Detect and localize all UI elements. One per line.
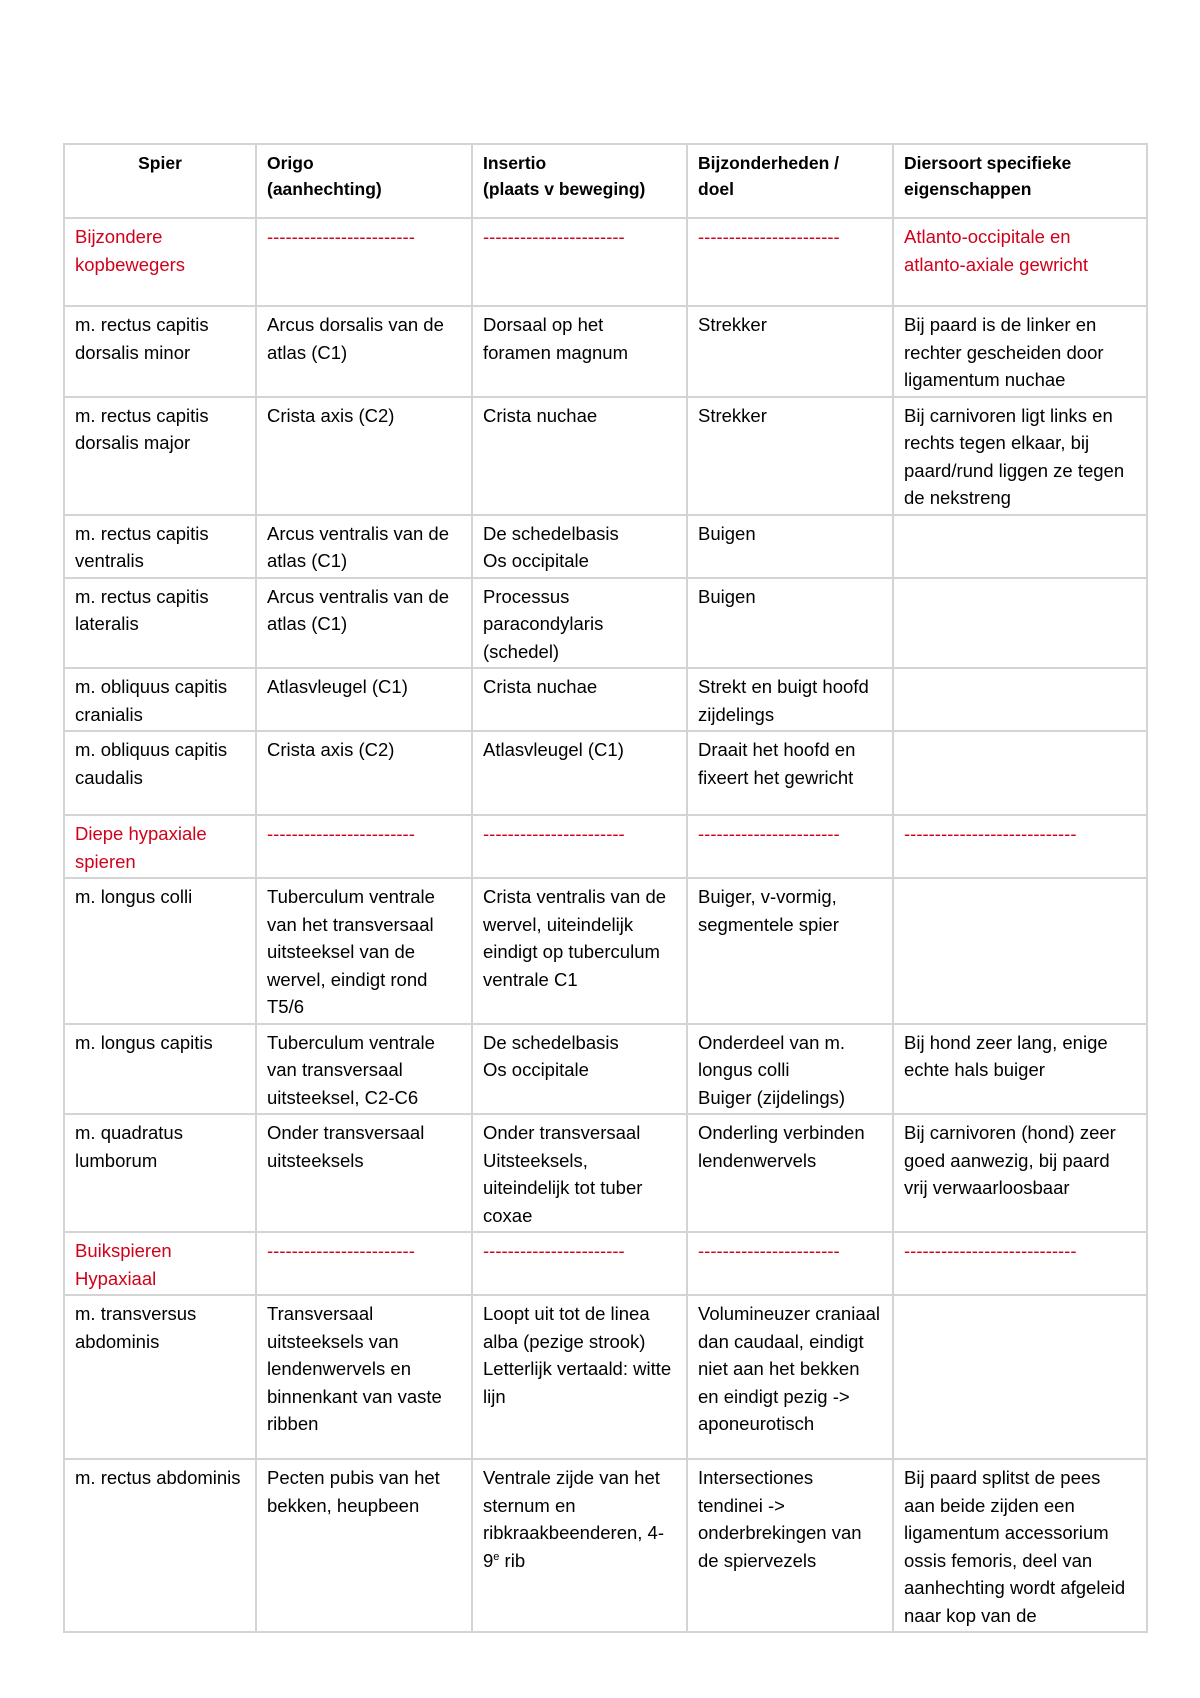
section-dash: ------------------------ xyxy=(256,1232,472,1295)
table-row xyxy=(64,668,1147,731)
table-row xyxy=(64,515,1147,578)
table-row xyxy=(64,397,1147,515)
diersoort-cell: Bij paard is de linker en rechter gescheiden door ligamentum nuchae xyxy=(893,306,1147,397)
table-row xyxy=(64,578,1147,669)
diersoort-cell: Bij paard splitst de pees aan beide zijden een ligamentum accessorium ossis femoris, deel van aanhechting wordt afgeleid naar kop van de xyxy=(893,1459,1147,1632)
insertio-cell: Onder transversaal Uitsteeksels, uiteindelijk tot tuber coxae xyxy=(472,1114,687,1232)
diersoort-cell xyxy=(893,668,1147,731)
diersoort-cell: Bij carnivoren (hond) zeer goed aanwezig, bij paard vrij verwaarloosbaar xyxy=(893,1114,1147,1232)
insertio-cell: De schedelbasis Os occipitale xyxy=(472,1024,687,1115)
bijzonderheden-cell: Buiger, v-vormig, segmentele spier xyxy=(687,878,893,1024)
muscle-name: m. longus capitis xyxy=(64,1024,256,1115)
bijzonderheden-cell: Strekker xyxy=(687,306,893,397)
origo-cell: Onder transversaal uitsteeksels xyxy=(256,1114,472,1232)
muscle-name: m. obliquus capitis cranialis xyxy=(64,668,256,731)
origo-cell: Crista axis (C2) xyxy=(256,731,472,815)
diersoort-cell: Bij carnivoren ligt links en rechts tegen elkaar, bij paard/rund liggen ze tegen de nekstreng xyxy=(893,397,1147,515)
diersoort-cell xyxy=(893,878,1147,1024)
bijzonderheden-cell: Buigen xyxy=(687,515,893,578)
header-origo: Origo (aanhechting) xyxy=(256,144,472,218)
insertio-cell: Crista ventralis van de wervel, uiteindelijk eindigt op tuberculum ventrale C1 xyxy=(472,878,687,1024)
muscle-name: m. quadratus lumborum xyxy=(64,1114,256,1232)
section-row-kopbewegers xyxy=(64,218,1147,306)
section-title: Diepe hypaxiale spieren xyxy=(64,815,256,878)
section-dash: ----------------------- xyxy=(472,1232,687,1295)
origo-cell: Crista axis (C2) xyxy=(256,397,472,515)
bijzonderheden-cell: Onderling verbinden lendenwervels xyxy=(687,1114,893,1232)
muscle-name: m. rectus capitis ventralis xyxy=(64,515,256,578)
origo-cell: Transversaal uitsteeksels van lendenwervels en binnenkant van vaste ribben xyxy=(256,1295,472,1459)
muscle-name: m. rectus abdominis xyxy=(64,1459,256,1632)
insertio-cell: Processus paracondylaris (schedel) xyxy=(472,578,687,669)
bijzonderheden-cell: Intersectiones tendinei -> onderbrekingen van de spiervezels xyxy=(687,1459,893,1632)
origo-cell: Tuberculum ventrale van het transversaal uitsteeksel van de wervel, eindigt rond T5/6 xyxy=(256,878,472,1024)
origo-cell: Pecten pubis van het bekken, heupbeen xyxy=(256,1459,472,1632)
section-title: Buikspieren Hypaxiaal xyxy=(64,1232,256,1295)
header-bijzonderheden: Bijzonderheden / doel xyxy=(687,144,893,218)
insertio-cell: Loopt uit tot de linea alba (pezige strook) Letterlijk vertaald: witte lijn xyxy=(472,1295,687,1459)
bijzonderheden-cell: Volumineuzer craniaal dan caudaal, eindigt niet aan het bekken en eindigt pezig -> aponeurotisch xyxy=(687,1295,893,1459)
origo-cell: Arcus ventralis van de atlas (C1) xyxy=(256,515,472,578)
bijzonderheden-cell: Strekker xyxy=(687,397,893,515)
section-extra: Atlanto-occipitale en atlanto-axiale gewricht xyxy=(893,218,1147,306)
origo-cell: Arcus ventralis van de atlas (C1) xyxy=(256,578,472,669)
section-row-hypaxiale xyxy=(64,815,1147,878)
bijzonderheden-cell: Strekt en buigt hoofd zijdelings xyxy=(687,668,893,731)
origo-cell: Tuberculum ventrale van transversaal uitsteeksel, C2-C6 xyxy=(256,1024,472,1115)
muscle-name: m. transversus abdominis xyxy=(64,1295,256,1459)
insertio-cell: Atlasvleugel (C1) xyxy=(472,731,687,815)
header-diersoort: Diersoort specifieke eigenschappen xyxy=(893,144,1147,218)
origo-cell: Arcus dorsalis van de atlas (C1) xyxy=(256,306,472,397)
section-dash: ----------------------- xyxy=(687,815,893,878)
diersoort-cell xyxy=(893,1295,1147,1459)
diersoort-cell xyxy=(893,578,1147,669)
table-header-row xyxy=(64,144,1147,218)
table-row xyxy=(64,306,1147,397)
insertio-cell: Ventrale zijde van het sternum en ribkraakbeenderen, 4-9e rib xyxy=(472,1459,687,1632)
muscle-name: m. rectus capitis dorsalis minor xyxy=(64,306,256,397)
section-dash: ---------------------------- xyxy=(893,815,1147,878)
section-dash: ------------------------ xyxy=(256,815,472,878)
section-dash: ---------------------------- xyxy=(893,1232,1147,1295)
section-dash: ----------------------- xyxy=(472,218,687,306)
table-row xyxy=(64,1024,1147,1115)
muscle-table xyxy=(63,143,1148,1633)
table-row xyxy=(64,878,1147,1024)
section-row-buikspieren xyxy=(64,1232,1147,1295)
section-dash: ----------------------- xyxy=(687,218,893,306)
insertio-cell: De schedelbasis Os occipitale xyxy=(472,515,687,578)
section-dash: ----------------------- xyxy=(472,815,687,878)
diersoort-cell: Bij hond zeer lang, enige echte hals buiger xyxy=(893,1024,1147,1115)
section-title: Bijzondere kopbewegers xyxy=(64,218,256,306)
section-dash: ------------------------ xyxy=(256,218,472,306)
table-row xyxy=(64,731,1147,815)
header-spier: Spier xyxy=(64,144,256,218)
bijzonderheden-cell: Draait het hoofd en fixeert het gewricht xyxy=(687,731,893,815)
table-row xyxy=(64,1114,1147,1232)
bijzonderheden-cell: Buigen xyxy=(687,578,893,669)
section-dash: ----------------------- xyxy=(687,1232,893,1295)
diersoort-cell xyxy=(893,731,1147,815)
header-insertio: Insertio (plaats v beweging) xyxy=(472,144,687,218)
muscle-name: m. obliquus capitis caudalis xyxy=(64,731,256,815)
insertio-cell: Crista nuchae xyxy=(472,668,687,731)
diersoort-cell xyxy=(893,515,1147,578)
insertio-cell: Crista nuchae xyxy=(472,397,687,515)
muscle-name: m. rectus capitis dorsalis major xyxy=(64,397,256,515)
muscle-name: m. rectus capitis lateralis xyxy=(64,578,256,669)
bijzonderheden-cell: Onderdeel van m. longus colli Buiger (zijdelings) xyxy=(687,1024,893,1115)
origo-cell: Atlasvleugel (C1) xyxy=(256,668,472,731)
insertio-cell: Dorsaal op het foramen magnum xyxy=(472,306,687,397)
table-row xyxy=(64,1459,1147,1632)
muscle-name: m. longus colli xyxy=(64,878,256,1024)
table-row xyxy=(64,1295,1147,1459)
